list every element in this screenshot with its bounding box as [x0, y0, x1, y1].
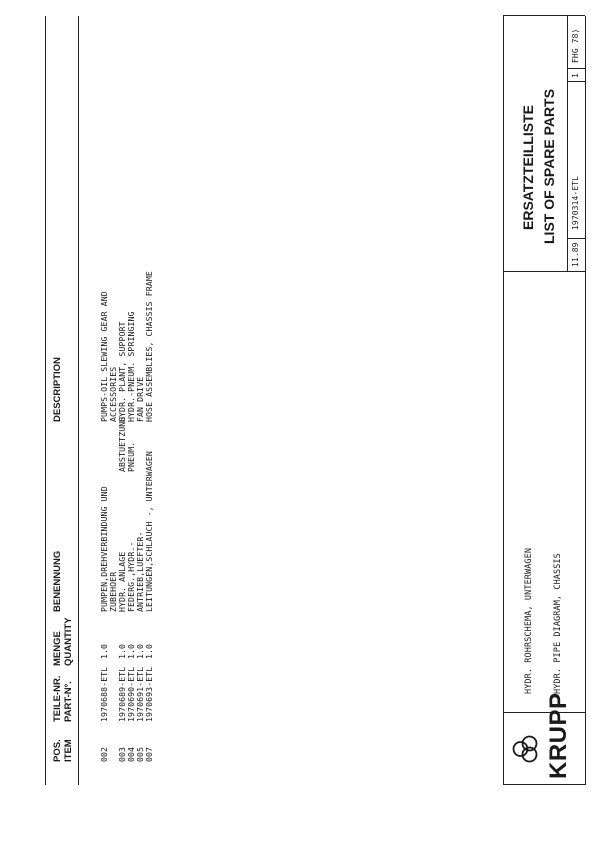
row-description: PUMPS-OIL SLEWING GEAR AND — [99, 291, 109, 422]
row-benennung-cont: PNEUM. — [126, 441, 136, 472]
krupp-wordmark: KRUPP — [545, 692, 572, 779]
row-description: HYDR.-PNEUM. SPRINGING — [126, 311, 136, 422]
row-quantity: 1.0 — [135, 643, 145, 659]
date-divider — [567, 238, 585, 239]
row-benennung-cont: ABSTUETZUNG — [117, 416, 127, 472]
col-header-description — [52, 357, 63, 422]
row-description: HOSE ASSEMBLIES, CHASSIS FRAME — [144, 271, 154, 422]
row-pos: 004 — [126, 746, 136, 762]
document-title-en: HYDR. PIPE DIAGRAM, CHASSIS — [553, 553, 563, 694]
table-row — [144, 0, 154, 842]
header-partno-label: PART-Nº. — [63, 681, 74, 722]
doc-info-rule — [567, 16, 568, 272]
row-benennung: FEDERG.,HYDR.- — [126, 541, 136, 612]
header-quantity-label: QUANTITY — [63, 617, 74, 666]
row-quantity: 1.0 — [126, 643, 136, 659]
header-teile-label: TEILE-NR. — [52, 675, 63, 722]
row-quantity: 1.0 — [144, 643, 154, 659]
title-block-left-rule — [503, 784, 585, 785]
doc-number: 1970314-ETL — [571, 175, 580, 230]
row-description: ACCESSORIES — [108, 366, 118, 422]
row-part-number: 1970689-ETL — [117, 666, 127, 722]
row-quantity: 1.0 — [99, 643, 109, 659]
header-benennung-label: BENENNUNG — [52, 550, 63, 612]
row-benennung: HYDR. ANLAGE — [117, 551, 127, 612]
row-part-number: 1970690-ETL — [126, 666, 136, 722]
col-header-benennung — [52, 551, 63, 612]
header-bottom-rule — [78, 16, 79, 785]
doc-type-en: LIST OF SPARE PARTS — [541, 88, 557, 244]
number-divider — [567, 81, 585, 82]
row-benennung: LEITUNGEN,SCHLAUCH -, UNTERWAGEN — [144, 451, 154, 612]
row-description: HYDR. PLANT, SUPPORT — [117, 321, 127, 422]
row-pos: 002 — [99, 746, 109, 762]
row-benennung: ANTRIEB,LUEFTER- — [135, 531, 145, 612]
header-top-rule — [45, 16, 46, 785]
sheet-divider — [567, 68, 585, 69]
col-header-part — [52, 676, 74, 722]
col-header-pos — [52, 739, 74, 762]
title-block-bottom-rule — [585, 16, 586, 785]
row-part-number: 1970688-ETL — [99, 666, 109, 722]
header-menge-label: MENGE — [52, 631, 63, 666]
document-title-de: HYDR. ROHRSCHEMA, UNTERWAGEN — [524, 547, 534, 694]
header-item-label: ITEM — [63, 739, 74, 762]
row-part-number: 1970693-ETL — [144, 666, 154, 722]
doc-date: 11.89 — [571, 242, 580, 267]
row-benennung: ZUBEHOER — [108, 571, 118, 612]
row-description: FAN DRIVE — [135, 376, 145, 422]
row-pos: 007 — [144, 746, 154, 762]
row-benennung: PUMPEN,DREHVERBINDUNG UND — [99, 486, 109, 612]
title-block-top-rule — [503, 16, 504, 785]
doc-type-de: ERSATZTEILLISTE — [520, 105, 536, 230]
doc-sheet: 1 — [571, 73, 580, 78]
title-block-right-rule — [503, 15, 585, 16]
row-quantity: 1.0 — [117, 643, 127, 659]
header-description-label: DESCRIPTION — [52, 357, 63, 422]
row-pos: 005 — [135, 746, 145, 762]
row-part-number: 1970691-ETL — [135, 666, 145, 722]
header-pos-label: POS. — [52, 739, 63, 762]
doc-type-divider — [503, 271, 585, 272]
col-header-qty — [52, 617, 74, 666]
krupp-rings-logo — [512, 734, 538, 764]
row-pos: 003 — [117, 746, 127, 762]
doc-model: FHG 78) — [571, 28, 580, 63]
